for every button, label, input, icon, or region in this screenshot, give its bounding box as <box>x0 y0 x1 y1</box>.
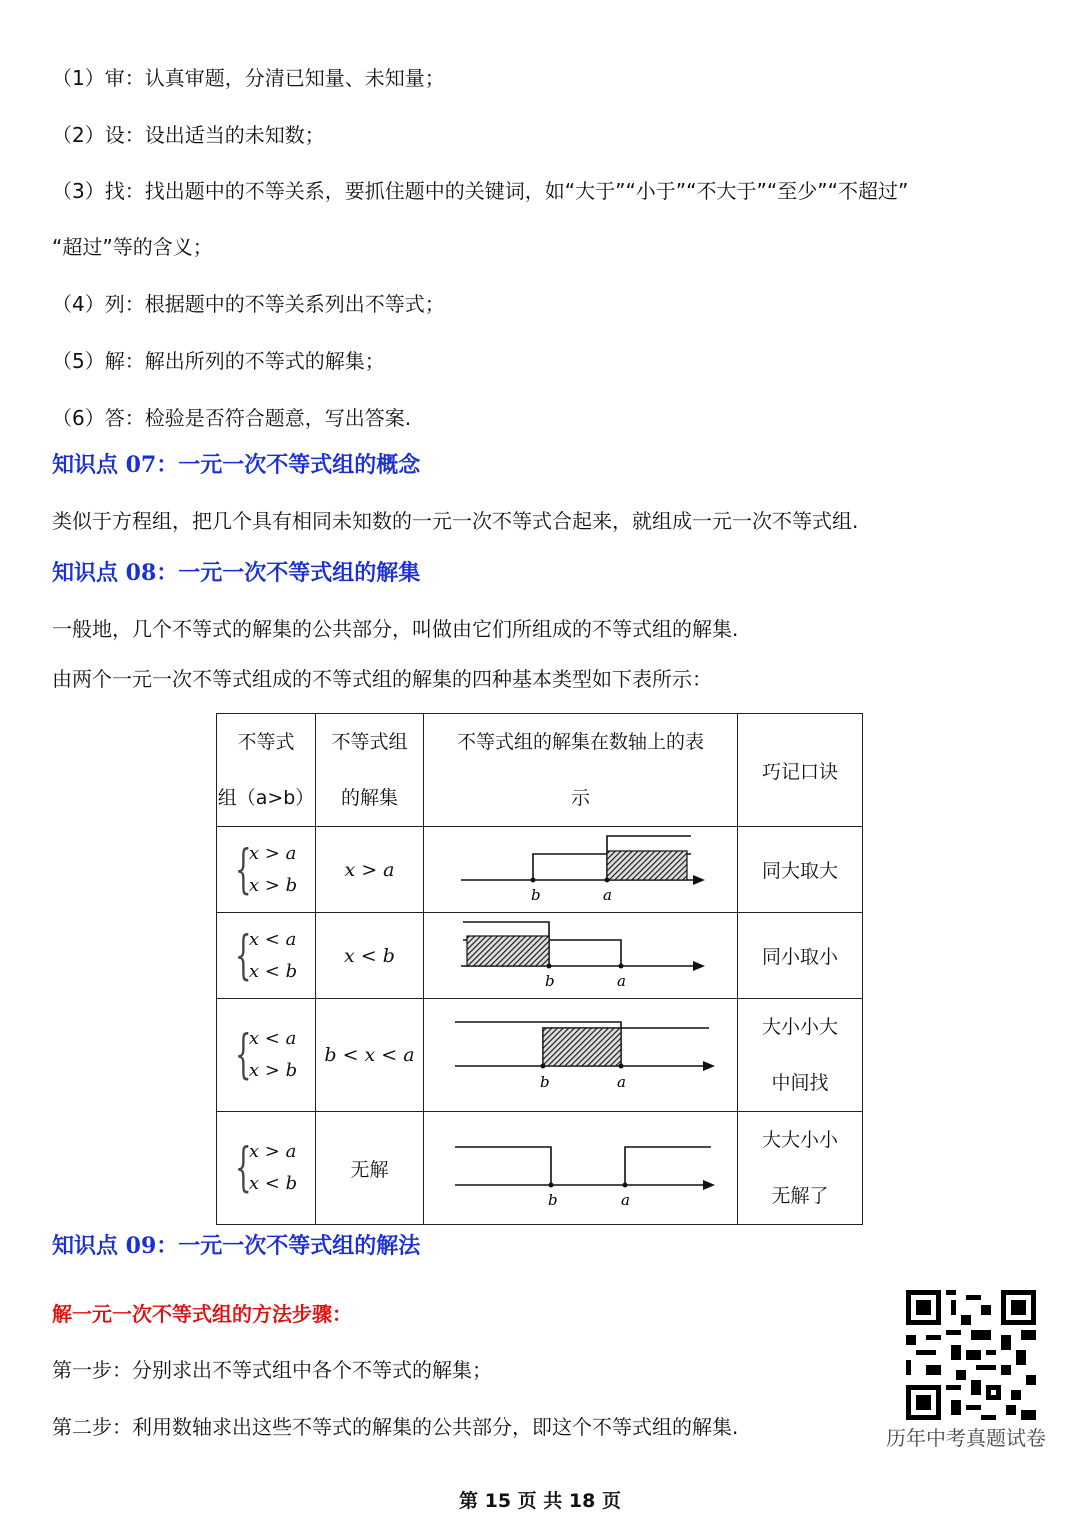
numberline-cell <box>424 913 738 999</box>
solution-cell: x > a <box>316 827 424 913</box>
mnemonic-cell <box>738 999 863 1112</box>
mnemonic-line-1: 大小小大 <box>761 1016 838 1038</box>
system-line-2: x > b <box>248 1060 298 1081</box>
method-step-2: 第二步：利用数轴求出这些不等式的解集的公共部分，即这个不等式组的解集. <box>52 1415 739 1439</box>
kp08-body2: 由两个一元一次不等式组成的不等式组的解集的四种基本类型如下表所示： <box>52 667 712 691</box>
header-system-line2: 组（a>b） <box>217 787 315 809</box>
kp08-title: 知识点 08：一元一次不等式组的解集 <box>52 560 421 586</box>
step-6: （6）答：检验是否符合题意，写出答案. <box>52 406 412 430</box>
solution-cell: 无解 <box>316 1112 424 1225</box>
system-cell <box>217 1112 316 1225</box>
header-numberline <box>424 714 738 827</box>
solution-cell: b < x < a <box>316 999 424 1112</box>
system-line-1: x > a <box>248 842 297 864</box>
table-row <box>217 827 863 913</box>
tick-label-a: a <box>620 1190 630 1209</box>
tick-label-b: b <box>544 972 555 990</box>
header-solution-line2: 的解集 <box>340 787 398 809</box>
system-cell <box>217 999 316 1112</box>
system-line-1: x < a <box>248 1028 297 1049</box>
inequality-system: { x < a x > b <box>234 1025 298 1085</box>
system-line-2: x > b <box>248 874 298 896</box>
tick-label-b: b <box>547 1190 558 1209</box>
system-line-2: x < b <box>248 1173 298 1194</box>
inequality-system: { x > a x > b <box>234 839 298 900</box>
tick-label-b: b <box>530 886 541 904</box>
step-3: （3）找：找出题中的不等关系，要抓住题中的关键词，如“大于”“小于”“不大于”“至少”“不超过” <box>52 179 909 203</box>
system-cell <box>217 913 316 999</box>
inequality-system: { x < a x < b <box>234 925 298 986</box>
system-line-1: x < a <box>248 928 297 950</box>
kp09-title: 知识点 09：一元一次不等式组的解法 <box>52 1233 421 1259</box>
step-3-cont: “超过”等的含义； <box>52 235 213 259</box>
method-step-1: 第一步：分别求出不等式组中各个不等式的解集； <box>52 1358 492 1382</box>
number-line-diagram <box>451 914 711 992</box>
number-line-diagram <box>451 828 711 906</box>
mnemonic-cell: 同小取小 <box>738 913 863 999</box>
table-header-row <box>217 714 863 827</box>
header-numberline-line2: 示 <box>570 787 590 809</box>
header-system-line1: 不等式 <box>237 731 295 753</box>
tick-label-a: a <box>602 886 612 904</box>
table-row <box>217 999 863 1112</box>
mnemonic-cell <box>738 1112 863 1225</box>
header-solution <box>316 714 424 827</box>
header-numberline-line1: 不等式组的解集在数轴上的表 <box>456 731 704 753</box>
header-system <box>217 714 316 827</box>
step-4: （4）列：根据题中的不等关系列出不等式； <box>52 292 445 316</box>
number-line-diagram <box>441 1121 721 1211</box>
inequality-system: { x > a x < b <box>234 1138 298 1198</box>
header-solution-line1: 不等式组 <box>331 731 408 753</box>
qr-code <box>906 1290 1036 1420</box>
kp07-title: 知识点 07：一元一次不等式组的概念 <box>52 452 421 478</box>
mnemonic-line-2: 无解了 <box>771 1185 829 1207</box>
mnemonic-line-1: 大大小小 <box>761 1129 838 1151</box>
inequality-table <box>216 713 863 1225</box>
tick-label-a: a <box>616 1072 626 1091</box>
header-mnemonic: 巧记口诀 <box>738 714 863 827</box>
numberline-cell <box>424 999 738 1112</box>
mnemonic-cell: 同大取大 <box>738 827 863 913</box>
kp08-body1: 一般地，几个不等式的解集的公共部分，叫做由它们所组成的不等式组的解集. <box>52 617 739 641</box>
step-1: （1）审：认真审题，分清已知量、未知量； <box>52 66 445 90</box>
step-2: （2）设：设出适当的未知数； <box>52 123 325 147</box>
table-row <box>217 913 863 999</box>
tick-label-a: a <box>616 972 626 990</box>
qr-caption: 历年中考真题试卷 <box>886 1426 1046 1450</box>
page-footer: 第 15 页 共 18 页 <box>459 1490 621 1512</box>
mnemonic-line-2: 中间找 <box>771 1072 829 1094</box>
solution-cell: x < b <box>316 913 424 999</box>
tick-label-b: b <box>539 1072 550 1091</box>
numberline-cell <box>424 1112 738 1225</box>
numberline-cell <box>424 827 738 913</box>
system-cell <box>217 827 316 913</box>
number-line-diagram <box>441 1008 721 1098</box>
table-row <box>217 1112 863 1225</box>
system-line-2: x < b <box>248 960 298 982</box>
kp07-body: 类似于方程组，把几个具有相同未知数的一元一次不等式合起来，就组成一元一次不等式组. <box>52 509 859 533</box>
method-title: 解一元一次不等式组的方法步骤： <box>52 1302 352 1326</box>
step-5: （5）解：解出所列的不等式的解集； <box>52 349 385 373</box>
system-line-1: x > a <box>248 1141 297 1162</box>
